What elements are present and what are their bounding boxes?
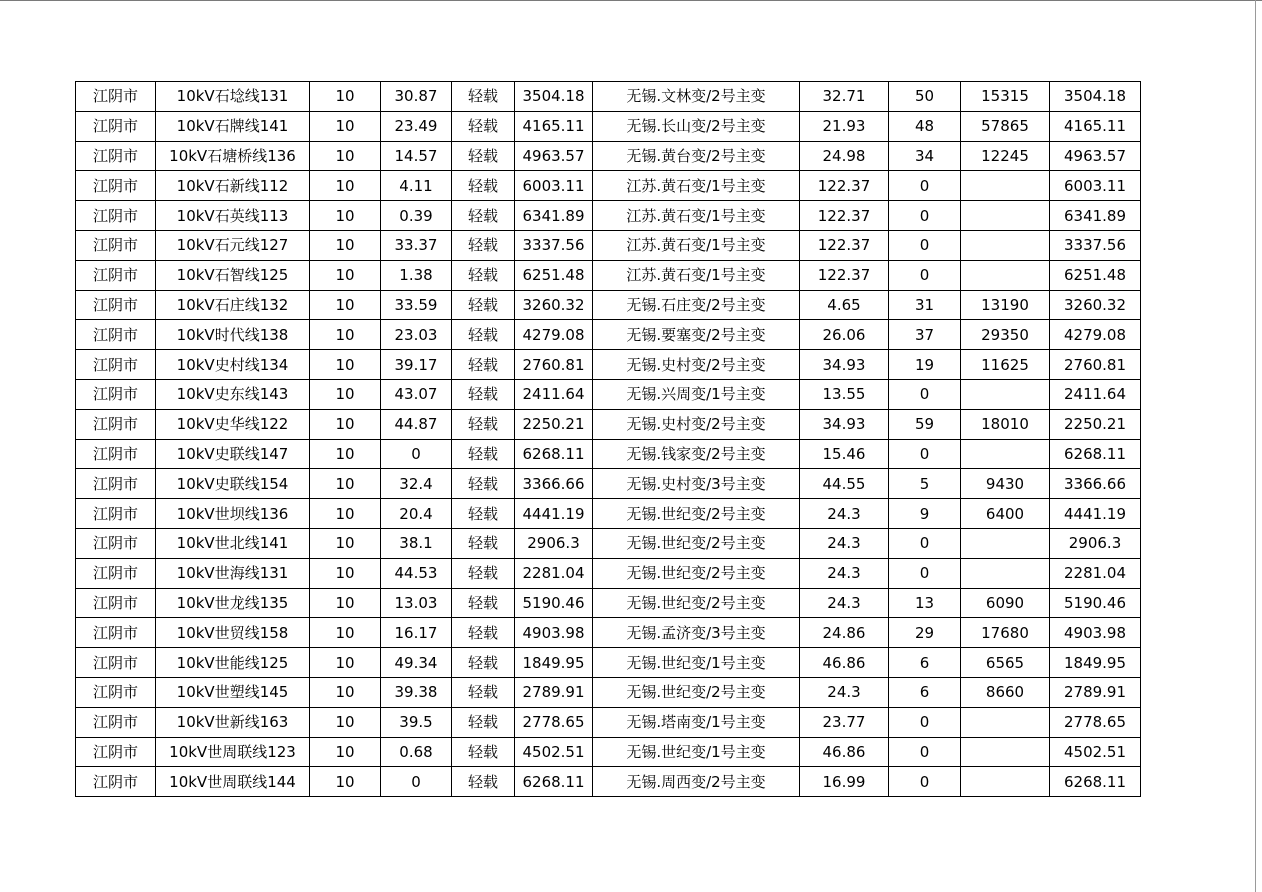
- cell-capacity-2: 6251.48: [1050, 260, 1141, 290]
- cell-city: 江阴市: [76, 82, 156, 112]
- cell-substation: 无锡.孟济变/3号主变: [593, 618, 800, 648]
- cell-extra-value: [961, 767, 1050, 797]
- cell-capacity: 6268.11: [515, 767, 593, 797]
- cell-load-rate: 23.49: [381, 111, 452, 141]
- table-row: [76, 618, 1141, 648]
- cell-substation-load-rate: 24.98: [800, 141, 889, 171]
- cell-status: 轻载: [452, 141, 515, 171]
- cell-line-name: 10kV世周联线144: [156, 767, 310, 797]
- cell-status: 轻载: [452, 439, 515, 469]
- cell-substation-load-rate: 32.71: [800, 82, 889, 112]
- table-row: [76, 230, 1141, 260]
- cell-load-rate: 14.57: [381, 141, 452, 171]
- cell-city: 江阴市: [76, 379, 156, 409]
- cell-status: 轻载: [452, 618, 515, 648]
- cell-capacity-2: 3366.66: [1050, 469, 1141, 499]
- cell-count: 9: [889, 499, 961, 529]
- page-top-border: [0, 0, 1262, 1]
- cell-voltage: 10: [310, 439, 381, 469]
- cell-status: 轻载: [452, 499, 515, 529]
- cell-city: 江阴市: [76, 648, 156, 678]
- cell-capacity-2: 2789.91: [1050, 677, 1141, 707]
- table-row: [76, 767, 1141, 797]
- cell-substation: 无锡.塔南变/1号主变: [593, 707, 800, 737]
- cell-extra-value: [961, 201, 1050, 231]
- cell-voltage: 10: [310, 677, 381, 707]
- cell-capacity: 4963.57: [515, 141, 593, 171]
- cell-capacity: 1849.95: [515, 648, 593, 678]
- cell-capacity-2: 2760.81: [1050, 350, 1141, 380]
- cell-substation: 无锡.世纪变/2号主变: [593, 677, 800, 707]
- cell-city: 江阴市: [76, 767, 156, 797]
- cell-capacity: 2250.21: [515, 409, 593, 439]
- table-row: [76, 350, 1141, 380]
- cell-load-rate: 43.07: [381, 379, 452, 409]
- cell-line-name: 10kV石埝线131: [156, 82, 310, 112]
- cell-substation-load-rate: 24.86: [800, 618, 889, 648]
- cell-substation-load-rate: 24.3: [800, 558, 889, 588]
- cell-extra-value: 11625: [961, 350, 1050, 380]
- cell-substation: 江苏.黄石变/1号主变: [593, 260, 800, 290]
- cell-capacity-2: 2411.64: [1050, 379, 1141, 409]
- cell-status: 轻载: [452, 82, 515, 112]
- cell-voltage: 10: [310, 379, 381, 409]
- cell-substation-load-rate: 15.46: [800, 439, 889, 469]
- cell-capacity: 4279.08: [515, 320, 593, 350]
- table-row: [76, 171, 1141, 201]
- cell-substation: 无锡.黄台变/2号主变: [593, 141, 800, 171]
- cell-capacity-2: 6268.11: [1050, 767, 1141, 797]
- cell-capacity: 6341.89: [515, 201, 593, 231]
- cell-count: 0: [889, 707, 961, 737]
- cell-extra-value: [961, 379, 1050, 409]
- cell-voltage: 10: [310, 618, 381, 648]
- cell-line-name: 10kV石英线113: [156, 201, 310, 231]
- cell-load-rate: 4.11: [381, 171, 452, 201]
- cell-city: 江阴市: [76, 528, 156, 558]
- cell-line-name: 10kV史华线122: [156, 409, 310, 439]
- cell-voltage: 10: [310, 558, 381, 588]
- cell-load-rate: 38.1: [381, 528, 452, 558]
- table-row: [76, 469, 1141, 499]
- cell-capacity: 4903.98: [515, 618, 593, 648]
- cell-voltage: 10: [310, 111, 381, 141]
- cell-extra-value: 17680: [961, 618, 1050, 648]
- table-row: [76, 82, 1141, 112]
- cell-line-name: 10kV世塑线145: [156, 677, 310, 707]
- cell-capacity: 6003.11: [515, 171, 593, 201]
- cell-load-rate: 33.37: [381, 230, 452, 260]
- cell-status: 轻载: [452, 528, 515, 558]
- cell-extra-value: 6090: [961, 588, 1050, 618]
- cell-load-rate: 39.17: [381, 350, 452, 380]
- cell-capacity: 2906.3: [515, 528, 593, 558]
- cell-capacity-2: 6268.11: [1050, 439, 1141, 469]
- cell-extra-value: 12245: [961, 141, 1050, 171]
- cell-substation: 无锡.要塞变/2号主变: [593, 320, 800, 350]
- cell-substation-load-rate: 26.06: [800, 320, 889, 350]
- cell-line-name: 10kV世海线131: [156, 558, 310, 588]
- table-row: [76, 707, 1141, 737]
- cell-substation-load-rate: 46.86: [800, 648, 889, 678]
- table-row: [76, 677, 1141, 707]
- cell-status: 轻载: [452, 707, 515, 737]
- cell-extra-value: [961, 171, 1050, 201]
- cell-load-rate: 39.5: [381, 707, 452, 737]
- cell-capacity-2: 3260.32: [1050, 290, 1141, 320]
- cell-load-rate: 0.68: [381, 737, 452, 767]
- table-row: [76, 141, 1141, 171]
- cell-load-rate: 0.39: [381, 201, 452, 231]
- cell-load-rate: 0: [381, 767, 452, 797]
- cell-count: 0: [889, 379, 961, 409]
- cell-substation-load-rate: 122.37: [800, 171, 889, 201]
- cell-substation: 无锡.史村变/3号主变: [593, 469, 800, 499]
- cell-extra-value: 9430: [961, 469, 1050, 499]
- cell-substation-load-rate: 34.93: [800, 350, 889, 380]
- cell-city: 江阴市: [76, 737, 156, 767]
- cell-capacity: 4441.19: [515, 499, 593, 529]
- cell-city: 江阴市: [76, 260, 156, 290]
- table-row: [76, 439, 1141, 469]
- cell-city: 江阴市: [76, 230, 156, 260]
- cell-extra-value: [961, 737, 1050, 767]
- cell-capacity: 5190.46: [515, 588, 593, 618]
- cell-substation: 无锡.世纪变/1号主变: [593, 737, 800, 767]
- cell-voltage: 10: [310, 648, 381, 678]
- cell-voltage: 10: [310, 201, 381, 231]
- cell-line-name: 10kV石塘桥线136: [156, 141, 310, 171]
- cell-line-name: 10kV石庄线132: [156, 290, 310, 320]
- cell-load-rate: 32.4: [381, 469, 452, 499]
- cell-status: 轻载: [452, 469, 515, 499]
- cell-line-name: 10kV石新线112: [156, 171, 310, 201]
- data-table: [75, 81, 1141, 797]
- cell-city: 江阴市: [76, 588, 156, 618]
- cell-capacity: 2760.81: [515, 350, 593, 380]
- cell-line-name: 10kV世龙线135: [156, 588, 310, 618]
- cell-capacity-2: 2250.21: [1050, 409, 1141, 439]
- cell-substation-load-rate: 46.86: [800, 737, 889, 767]
- table-row: [76, 379, 1141, 409]
- table-row: [76, 260, 1141, 290]
- cell-substation-load-rate: 4.65: [800, 290, 889, 320]
- cell-capacity: 6251.48: [515, 260, 593, 290]
- cell-substation: 无锡.石庄变/2号主变: [593, 290, 800, 320]
- cell-capacity: 2281.04: [515, 558, 593, 588]
- cell-status: 轻载: [452, 409, 515, 439]
- cell-extra-value: [961, 260, 1050, 290]
- cell-substation: 江苏.黄石变/1号主变: [593, 171, 800, 201]
- cell-substation: 无锡.世纪变/2号主变: [593, 528, 800, 558]
- cell-count: 0: [889, 230, 961, 260]
- cell-capacity: 4502.51: [515, 737, 593, 767]
- cell-count: 0: [889, 260, 961, 290]
- table-row: [76, 499, 1141, 529]
- cell-count: 37: [889, 320, 961, 350]
- cell-line-name: 10kV世北线141: [156, 528, 310, 558]
- cell-capacity-2: 4165.11: [1050, 111, 1141, 141]
- cell-count: 48: [889, 111, 961, 141]
- cell-extra-value: 57865: [961, 111, 1050, 141]
- cell-capacity-2: 4502.51: [1050, 737, 1141, 767]
- cell-count: 0: [889, 171, 961, 201]
- cell-substation-load-rate: 24.3: [800, 499, 889, 529]
- cell-count: 6: [889, 677, 961, 707]
- cell-capacity: 3260.32: [515, 290, 593, 320]
- cell-voltage: 10: [310, 588, 381, 618]
- cell-line-name: 10kV石牌线141: [156, 111, 310, 141]
- cell-voltage: 10: [310, 350, 381, 380]
- cell-city: 江阴市: [76, 499, 156, 529]
- cell-capacity-2: 1849.95: [1050, 648, 1141, 678]
- cell-count: 0: [889, 201, 961, 231]
- cell-count: 0: [889, 558, 961, 588]
- cell-status: 轻载: [452, 588, 515, 618]
- cell-load-rate: 1.38: [381, 260, 452, 290]
- cell-status: 轻载: [452, 350, 515, 380]
- cell-capacity-2: 4963.57: [1050, 141, 1141, 171]
- cell-count: 31: [889, 290, 961, 320]
- cell-voltage: 10: [310, 141, 381, 171]
- cell-substation-load-rate: 16.99: [800, 767, 889, 797]
- cell-voltage: 10: [310, 320, 381, 350]
- cell-line-name: 10kV史东线143: [156, 379, 310, 409]
- cell-extra-value: 15315: [961, 82, 1050, 112]
- cell-count: 5: [889, 469, 961, 499]
- cell-status: 轻载: [452, 320, 515, 350]
- cell-voltage: 10: [310, 767, 381, 797]
- cell-substation: 无锡.钱家变/2号主变: [593, 439, 800, 469]
- cell-substation-load-rate: 21.93: [800, 111, 889, 141]
- table-row: [76, 737, 1141, 767]
- cell-line-name: 10kV石元线127: [156, 230, 310, 260]
- cell-extra-value: 6565: [961, 648, 1050, 678]
- cell-voltage: 10: [310, 260, 381, 290]
- cell-city: 江阴市: [76, 707, 156, 737]
- cell-load-rate: 44.53: [381, 558, 452, 588]
- cell-substation-load-rate: 24.3: [800, 677, 889, 707]
- cell-city: 江阴市: [76, 618, 156, 648]
- cell-count: 19: [889, 350, 961, 380]
- cell-line-name: 10kV史村线134: [156, 350, 310, 380]
- cell-substation-load-rate: 23.77: [800, 707, 889, 737]
- cell-city: 江阴市: [76, 558, 156, 588]
- cell-count: 29: [889, 618, 961, 648]
- cell-substation-load-rate: 34.93: [800, 409, 889, 439]
- cell-line-name: 10kV时代线138: [156, 320, 310, 350]
- cell-capacity-2: 2281.04: [1050, 558, 1141, 588]
- cell-capacity-2: 4441.19: [1050, 499, 1141, 529]
- cell-status: 轻载: [452, 171, 515, 201]
- cell-load-rate: 0: [381, 439, 452, 469]
- cell-extra-value: 13190: [961, 290, 1050, 320]
- cell-substation: 无锡.世纪变/2号主变: [593, 499, 800, 529]
- cell-capacity: 3337.56: [515, 230, 593, 260]
- cell-capacity: 2778.65: [515, 707, 593, 737]
- cell-city: 江阴市: [76, 171, 156, 201]
- cell-line-name: 10kV世新线163: [156, 707, 310, 737]
- cell-count: 0: [889, 528, 961, 558]
- cell-status: 轻载: [452, 737, 515, 767]
- cell-substation: 无锡.史村变/2号主变: [593, 409, 800, 439]
- cell-capacity-2: 6341.89: [1050, 201, 1141, 231]
- cell-status: 轻载: [452, 260, 515, 290]
- cell-capacity-2: 6003.11: [1050, 171, 1141, 201]
- cell-load-rate: 20.4: [381, 499, 452, 529]
- cell-substation-load-rate: 44.55: [800, 469, 889, 499]
- cell-capacity: 6268.11: [515, 439, 593, 469]
- cell-extra-value: [961, 439, 1050, 469]
- cell-count: 50: [889, 82, 961, 112]
- cell-substation: 无锡.世纪变/2号主变: [593, 588, 800, 618]
- cell-extra-value: 8660: [961, 677, 1050, 707]
- cell-status: 轻载: [452, 201, 515, 231]
- cell-count: 0: [889, 737, 961, 767]
- cell-capacity-2: 2778.65: [1050, 707, 1141, 737]
- cell-extra-value: 29350: [961, 320, 1050, 350]
- cell-substation: 江苏.黄石变/1号主变: [593, 230, 800, 260]
- table-row: [76, 528, 1141, 558]
- cell-status: 轻载: [452, 558, 515, 588]
- cell-extra-value: [961, 558, 1050, 588]
- cell-capacity: 4165.11: [515, 111, 593, 141]
- cell-voltage: 10: [310, 737, 381, 767]
- cell-status: 轻载: [452, 111, 515, 141]
- cell-voltage: 10: [310, 171, 381, 201]
- cell-city: 江阴市: [76, 141, 156, 171]
- table-row: [76, 290, 1141, 320]
- cell-extra-value: 18010: [961, 409, 1050, 439]
- cell-line-name: 10kV史联线147: [156, 439, 310, 469]
- cell-substation-load-rate: 122.37: [800, 230, 889, 260]
- cell-capacity-2: 4279.08: [1050, 320, 1141, 350]
- cell-line-name: 10kV石智线125: [156, 260, 310, 290]
- page-right-border: [1255, 0, 1256, 892]
- cell-city: 江阴市: [76, 677, 156, 707]
- cell-status: 轻载: [452, 230, 515, 260]
- cell-capacity-2: 2906.3: [1050, 528, 1141, 558]
- cell-capacity: 2411.64: [515, 379, 593, 409]
- cell-capacity-2: 5190.46: [1050, 588, 1141, 618]
- cell-voltage: 10: [310, 528, 381, 558]
- cell-city: 江阴市: [76, 350, 156, 380]
- cell-city: 江阴市: [76, 201, 156, 231]
- cell-city: 江阴市: [76, 439, 156, 469]
- table-row: [76, 588, 1141, 618]
- cell-substation: 无锡.长山变/2号主变: [593, 111, 800, 141]
- cell-substation: 无锡.世纪变/2号主变: [593, 558, 800, 588]
- cell-capacity-2: 3504.18: [1050, 82, 1141, 112]
- cell-load-rate: 30.87: [381, 82, 452, 112]
- cell-substation: 无锡.文林变/2号主变: [593, 82, 800, 112]
- cell-voltage: 10: [310, 707, 381, 737]
- cell-line-name: 10kV史联线154: [156, 469, 310, 499]
- cell-voltage: 10: [310, 409, 381, 439]
- cell-city: 江阴市: [76, 469, 156, 499]
- cell-extra-value: [961, 528, 1050, 558]
- cell-status: 轻载: [452, 677, 515, 707]
- cell-status: 轻载: [452, 767, 515, 797]
- cell-capacity: 3504.18: [515, 82, 593, 112]
- cell-load-rate: 33.59: [381, 290, 452, 320]
- cell-load-rate: 16.17: [381, 618, 452, 648]
- cell-count: 0: [889, 767, 961, 797]
- cell-extra-value: 6400: [961, 499, 1050, 529]
- cell-count: 6: [889, 648, 961, 678]
- cell-substation: 无锡.史村变/2号主变: [593, 350, 800, 380]
- table-row: [76, 648, 1141, 678]
- cell-city: 江阴市: [76, 409, 156, 439]
- cell-status: 轻载: [452, 379, 515, 409]
- cell-substation-load-rate: 13.55: [800, 379, 889, 409]
- cell-substation: 无锡.世纪变/1号主变: [593, 648, 800, 678]
- cell-city: 江阴市: [76, 320, 156, 350]
- cell-load-rate: 13.03: [381, 588, 452, 618]
- cell-count: 0: [889, 439, 961, 469]
- cell-substation-load-rate: 122.37: [800, 201, 889, 231]
- cell-city: 江阴市: [76, 290, 156, 320]
- cell-substation-load-rate: 122.37: [800, 260, 889, 290]
- cell-extra-value: [961, 230, 1050, 260]
- cell-voltage: 10: [310, 82, 381, 112]
- cell-count: 34: [889, 141, 961, 171]
- cell-city: 江阴市: [76, 111, 156, 141]
- table-body: [76, 82, 1141, 797]
- cell-voltage: 10: [310, 469, 381, 499]
- cell-count: 59: [889, 409, 961, 439]
- cell-substation: 江苏.黄石变/1号主变: [593, 201, 800, 231]
- cell-status: 轻载: [452, 290, 515, 320]
- cell-load-rate: 49.34: [381, 648, 452, 678]
- cell-substation: 无锡.周西变/2号主变: [593, 767, 800, 797]
- table-row: [76, 111, 1141, 141]
- cell-extra-value: [961, 707, 1050, 737]
- cell-capacity: 2789.91: [515, 677, 593, 707]
- cell-capacity: 3366.66: [515, 469, 593, 499]
- cell-voltage: 10: [310, 499, 381, 529]
- cell-load-rate: 39.38: [381, 677, 452, 707]
- table-row: [76, 201, 1141, 231]
- cell-capacity-2: 3337.56: [1050, 230, 1141, 260]
- cell-voltage: 10: [310, 290, 381, 320]
- cell-capacity-2: 4903.98: [1050, 618, 1141, 648]
- cell-line-name: 10kV世贸线158: [156, 618, 310, 648]
- cell-line-name: 10kV世周联线123: [156, 737, 310, 767]
- cell-status: 轻载: [452, 648, 515, 678]
- cell-line-name: 10kV世能线125: [156, 648, 310, 678]
- cell-count: 13: [889, 588, 961, 618]
- cell-substation: 无锡.兴周变/1号主变: [593, 379, 800, 409]
- cell-load-rate: 23.03: [381, 320, 452, 350]
- cell-load-rate: 44.87: [381, 409, 452, 439]
- table-row: [76, 409, 1141, 439]
- cell-substation-load-rate: 24.3: [800, 588, 889, 618]
- cell-line-name: 10kV世坝线136: [156, 499, 310, 529]
- cell-substation-load-rate: 24.3: [800, 528, 889, 558]
- table-row: [76, 558, 1141, 588]
- cell-voltage: 10: [310, 230, 381, 260]
- table-row: [76, 320, 1141, 350]
